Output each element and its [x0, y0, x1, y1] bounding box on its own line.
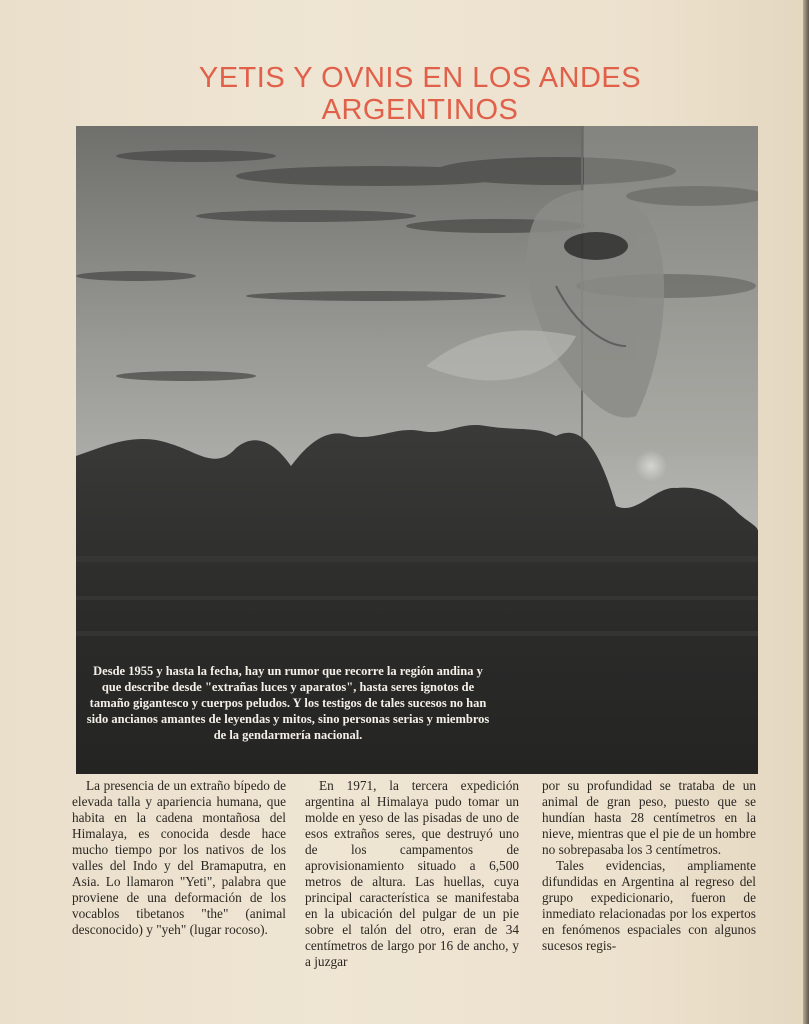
- binding-edge: [803, 0, 809, 1024]
- article-column-1: [72, 778, 286, 938]
- illustration-photo: [76, 126, 758, 774]
- column-3-paragraph-2: Tales evidencias, ampliamente difundidas en Argentina al regreso del grupo expedicionario, fueron de inmediato relacionadas por los expertos en fenómenos espaciales con algunos sucesos regis-: [542, 858, 756, 953]
- article-column-2: [305, 778, 519, 970]
- article-column-3: [542, 778, 756, 954]
- column-3-paragraph-1: por su profundidad se trataba de un animal de gran peso, puesto que se hundían hasta 28 centímetros en la nieve, mientras que el pie de un hombre no sobrepasaba los 3 centímetros.: [542, 778, 756, 857]
- column-1-paragraph: La presencia de un extraño bípedo de elevada talla y apariencia humana, que habita en la cadena montañosa del Himalaya, es conocida desde hace mucho tiempo por los nativos de los valles del Indo y del Bramaputra, en Asia. Lo llamaron "Yeti", palabra que proviene de una deformación de los vocablos tibetanos "the" (animal desconocido) y "yeh" (lugar rocoso).: [72, 778, 286, 937]
- article-title: YETIS Y OVNIS EN LOS ANDES ARGENTINOS: [198, 62, 642, 126]
- column-2-paragraph: En 1971, la tercera expedición argentina al Himalaya pudo tomar un molde en yeso de las pisadas de uno de esos extraños seres, que destruyó uno de los campamentos de aprovisionamiento situado a 6,500 metros de altura. Las huellas, cuya principal característica se manifestaba en la ubicación del pulgar de un pie sobre el talón del otro, eran de 34 centímetros de largo por 16 de ancho, y a juzgar: [305, 778, 519, 969]
- photo-caption: Desde 1955 y hasta la fecha, hay un rumor que recorre la región andina y que describe desde "extrañas luces y aparatos", hasta seres ignotos de tamaño gigantesco y cuerpos peludos. Y los testigos de tales sucesos no han sido ancianos amantes de leyendas y mitos, sino personas serias y miembros de la gendarmería nacional.: [86, 664, 490, 742]
